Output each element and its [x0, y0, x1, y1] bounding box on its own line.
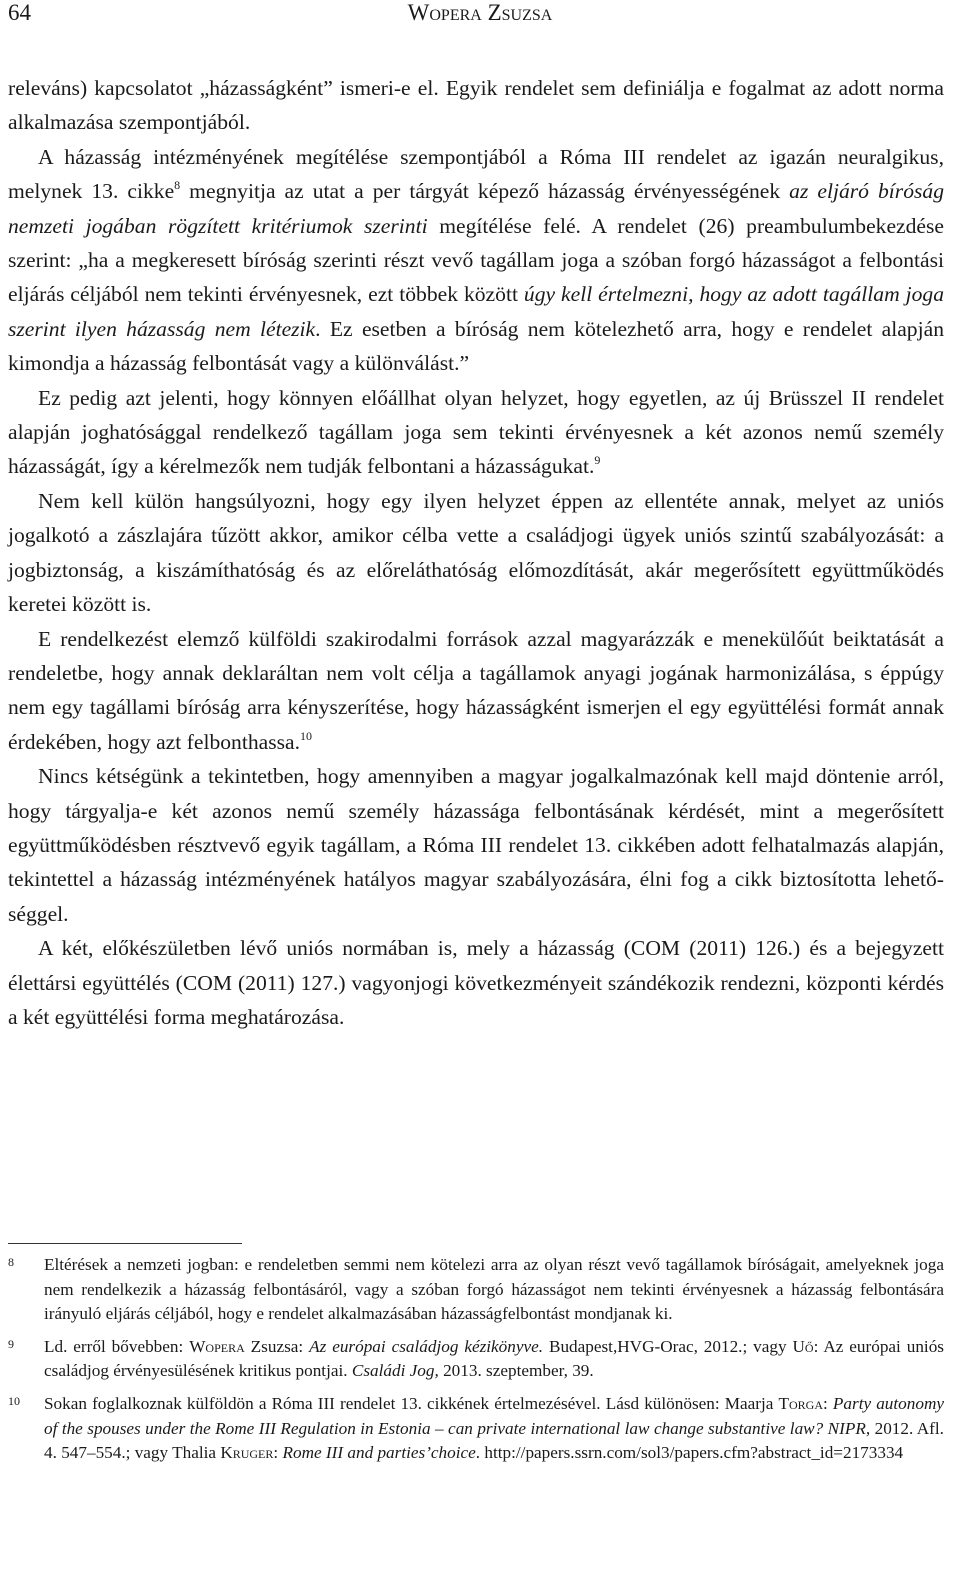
text-run: Ld. erről bővebben: — [44, 1336, 190, 1356]
paragraph — [8, 759, 944, 931]
text-run: megnyitja az utat a per tárgyát képező házasság érvényességének — [180, 179, 790, 204]
author-name: Kruger — [220, 1443, 274, 1463]
main-text — [8, 71, 944, 1034]
footnote-number: 8 — [8, 1255, 14, 1269]
italic-text: Az európai családjog kézikönyve. — [309, 1336, 544, 1356]
page-header — [8, 0, 952, 40]
author-name: Wopera — [189, 1336, 245, 1356]
author-name: Torga — [778, 1393, 824, 1413]
footnote-reference: 10 — [300, 728, 313, 743]
paragraph — [8, 622, 944, 760]
running-title: Wopera Zsuzsa — [407, 0, 553, 25]
paragraph — [8, 140, 944, 381]
text-run: Ez pedig azt jelenti, hogy könnyen előállhat olyan helyzet, hogy egyetlen, az új Brüsszel II rendelet alapján joghatósággal rendelkező tagállam joga sem tekinti érvényesnek a két azonos nemű személy házasságát, így a kérelmezők nem tudják felbontani a házasságukat. — [8, 385, 944, 479]
text-run: megítélése felé. A rendelet (26) preambulumbekezdése szerint: „ha a megkeresett bíróság szerinti részt vevő tagállam joga a szóban forgó házasságot a felbontási eljárás céljából nem tekinti érvényesnek, ezt többek között — [8, 213, 945, 307]
text-run: 2012. Afl. 4. 547–554.; vagy Thalia — [44, 1418, 944, 1463]
italic-text: Rome III and parties’choice — [282, 1443, 476, 1463]
footnote-separator — [8, 1243, 242, 1244]
text-run: Sokan foglalkoznak külföldön a Róma III rendelet 13. cikkének értelmezésével. Lásd különösen: Maarja — [44, 1393, 779, 1413]
footnote — [8, 1392, 944, 1466]
text-run: : — [823, 1393, 833, 1413]
italic-text: az eljáró bíróság nemzeti jogában rögzített kritériumok szerinti — [8, 179, 944, 238]
author-name: Uő — [792, 1336, 814, 1356]
italic-text: Családi Jog, — [351, 1361, 439, 1381]
text-run: Eltérések a nemzeti jogban: e rendeletben semmi nem kötelezi arra az olyan részt vevő tagállamok bíróságait, amelyeknek joga nem rendelkezik a házasság felbontásáról, vagy a szóban forgó házasságot nem tekinti érvényesnek a házasság felbontására irányuló eljárás céljából, hogy e rendelet alkalmazásában házasságfelbontást mondjanak ki. — [44, 1255, 944, 1324]
paragraph — [8, 71, 944, 140]
text-run: Zsuzsa: — [244, 1336, 310, 1356]
page-number: 64 — [8, 0, 31, 25]
footnote-reference: 9 — [594, 453, 601, 468]
paragraph — [8, 931, 944, 1034]
footnote — [8, 1253, 944, 1327]
text-run: 2013. szeptember, 39. — [438, 1361, 594, 1381]
text-run: A két, előkészületben lévő uniós normában is, mely a házasság (COM (2011) 126.) és a bejegyzett élettársi együttélés (COM (2011) 127.) vagyonjogi következményeit szándékozik rendezni, központi kérdés a két együttélési forma meghatározása. — [8, 936, 944, 1029]
footnotes — [8, 1253, 944, 1474]
footnote-number: 10 — [8, 1393, 20, 1408]
paragraph — [8, 484, 944, 622]
text-run: Nem kell külön hangsúlyozni, hogy egy ilyen helyzet éppen az ellentéte annak, melyet az uniós jogalkotó a zászlajára tűzött akkor, amikor célba vette a családjogi ügyek uniós szintű szabályozását: a jogbiztonság, a kiszámíthatóság és az előreláthatóság előmozdítását, akár megerősített együttműködés keretei között is. — [8, 488, 944, 617]
footnote — [8, 1335, 944, 1384]
text-run: releváns) kapcsolatot „házasságként” ismeri-e el. Egyik rendelet sem definiálja e fogalmat az adott norma alkalmazása szempontjából. — [8, 76, 944, 135]
footnote-reference: 8 — [174, 178, 181, 193]
footnote-number: 9 — [8, 1336, 14, 1351]
text-run: : — [273, 1443, 283, 1463]
text-run: . Ez esetben a bíróság nem kötelezhető arra, hogy e rendelet alapján kimondja a házasság felbontását vagy a különválást.” — [8, 316, 944, 376]
italic-text: Party autonomy of the spouses under the Rome III Regulation in Estonia – can private international law change substantive law? NIPR, — [44, 1393, 944, 1438]
text-run: : Az európai uniós családjog érvényesülésének kritikus pontjai. — [44, 1336, 944, 1381]
text-run: Budapest,HVG-Orac, 2012.; vagy — [543, 1336, 793, 1356]
italic-text: úgy kell értelmezni, hogy az adott tagállam joga szerint ilyen házasság nem létezik — [8, 282, 945, 341]
text-run: Nincs kétségünk a tekintetben, hogy amennyiben a magyar jogalkalmazónak kell majd döntenie arról, hogy tárgyalja-e két azonos nemű személy házassága felbontásának kérdését, mint a megerősített együttműködésben résztvevő egyik tagállam, a Róma III rendelet 13. cikkében adott felhatalmazás alapján, tekintettel a házasság intézményének hatályos magyar szabályozására, élni fog a cikk biztosította lehetőséggel. — [8, 764, 944, 926]
paragraph — [8, 381, 944, 484]
text-run: . http://papers.ssrn.com/sol3/papers.cfm?abstract_id=2173334 — [475, 1443, 904, 1463]
text-run: A házasság intézményének megítélése szempontjából a Róma III rendelet az igazán neuralgikus, melynek 13. cikke — [8, 144, 944, 204]
text-run: E rendelkezést elemző külföldi szakirodalmi források azzal magyarázzák e menekülőút beiktatását a rendeletbe, hogy annak deklaráltan nem volt célja a tagállamok anyagi jogának harmonizálása, s éppúgy nem egy tagállami bíróság arra kényszerítése, hogy házasságként ismerjen el egy együttélési formát annak érdekében, hogy azt felbonthassa. — [8, 626, 944, 754]
